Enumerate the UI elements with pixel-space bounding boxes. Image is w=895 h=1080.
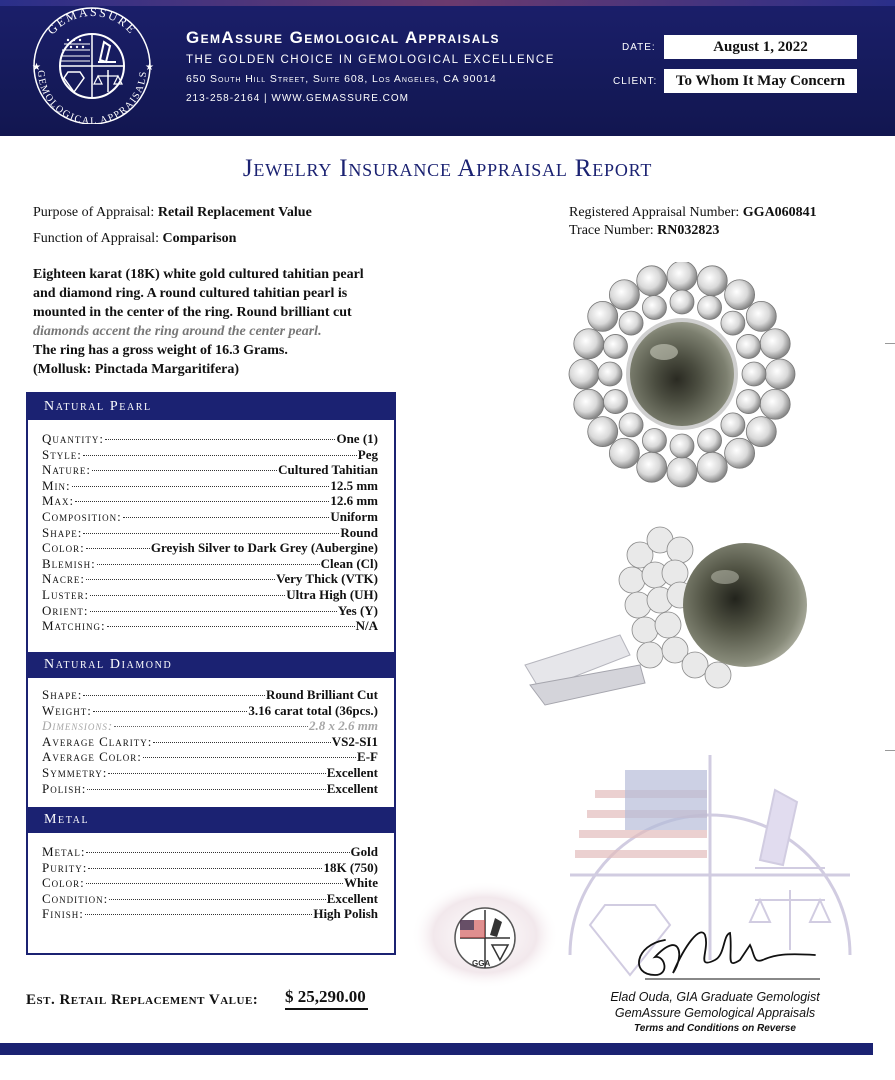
pearl-spec-row <box>42 509 378 525</box>
metal-rows <box>42 844 378 922</box>
description-line: The ring has a gross weight of 16.3 Grams. <box>33 343 288 358</box>
spec-value: Round Brilliant Cut <box>266 687 378 702</box>
spec-label: Nature: <box>42 462 91 478</box>
diamond-stone <box>725 438 755 468</box>
purpose-field <box>33 205 312 221</box>
metal-spec-row <box>42 875 378 891</box>
seal-star-left-icon: ★ <box>32 62 41 73</box>
metal-section-heading: Metal <box>28 807 394 833</box>
spec-value: High Polish <box>313 906 378 922</box>
spec-value: Cultured Tahitian <box>278 462 378 478</box>
diamond-stone <box>705 662 731 688</box>
diamond-stone <box>697 452 727 482</box>
diamond-stone <box>742 362 766 386</box>
spec-label: Polish: <box>42 780 87 796</box>
diamond-spec-row <box>42 749 378 765</box>
company-tagline: THE GOLDEN CHOICE IN GEMOLOGICAL EXCELLENCE <box>186 54 555 66</box>
dot-leader <box>105 439 335 440</box>
pearl-spec-row <box>42 587 378 603</box>
pearl-spec-row <box>42 493 378 509</box>
appraiser-signature-image <box>625 915 825 985</box>
pearl-spec-row <box>42 447 378 463</box>
spec-label: Condition: <box>42 890 109 906</box>
spec-label: Quantity: <box>42 431 104 446</box>
spec-value: 12.6 mm <box>330 493 378 509</box>
spec-value: Greyish Silver to Dark Grey (Aubergine) <box>150 540 378 556</box>
appraiser-name: Elad Ouda, GIA Graduate Gemologist <box>610 990 820 1004</box>
diamond-stone <box>760 389 790 419</box>
pearl-spec-row <box>42 603 378 619</box>
diamond-rows <box>42 687 378 796</box>
diamond-stone <box>698 295 722 319</box>
diamond-stone <box>609 438 639 468</box>
spec-label: Max: <box>42 493 75 509</box>
metal-spec-row <box>42 891 378 907</box>
diamond-stone <box>619 413 643 437</box>
spec-value: Yes (Y) <box>337 602 378 618</box>
metal-spec-row <box>42 860 378 876</box>
diamond-stone <box>698 429 722 453</box>
spec-label: Blemish: <box>42 555 96 571</box>
dot-leader <box>86 579 275 580</box>
item-description <box>33 265 413 379</box>
gemassure-seal-logo <box>20 4 165 124</box>
diamond-stone <box>574 329 604 359</box>
trace-number-field <box>569 223 719 239</box>
pearl-spec-row <box>42 540 378 556</box>
diamond-spec-row <box>42 718 378 734</box>
diamond-stone <box>760 329 790 359</box>
pearl-spec-row <box>42 556 378 572</box>
company-contact: 213-258-2164 | WWW.GEMASSURE.COM <box>186 93 409 104</box>
diamond-spec-row <box>42 734 378 750</box>
diamond-stone <box>667 457 697 487</box>
pearl-spec-row <box>42 571 378 587</box>
pearl-section-heading: Natural Pearl <box>28 394 394 420</box>
spec-label: Nacre: <box>42 571 86 587</box>
diamond-stone <box>737 390 761 414</box>
dot-leader <box>109 899 325 900</box>
spec-value: 3.16 carat total (36pcs.) <box>248 702 378 718</box>
diamond-stone <box>588 417 618 447</box>
diamond-stone <box>642 295 666 319</box>
terms-note: Terms and Conditions on Reverse <box>634 1023 796 1034</box>
diamond-stone <box>598 362 622 386</box>
company-name: GemAssure Gemological Appraisals <box>186 28 500 47</box>
client-label: CLIENT: <box>613 76 658 87</box>
diamond-stone <box>670 434 694 458</box>
spec-value: 18K (750) <box>323 859 378 875</box>
diamond-stone <box>632 617 658 643</box>
dot-leader <box>108 773 325 774</box>
diamond-stone <box>746 417 776 447</box>
header-banner <box>0 0 895 136</box>
edge-mark <box>885 750 895 751</box>
client-value: To Whom It May Concern <box>664 69 857 93</box>
spec-label: Average Clarity: <box>42 733 153 749</box>
ring-top-view-image <box>560 262 805 490</box>
diamond-stone <box>625 592 651 618</box>
spec-value: White <box>344 875 378 891</box>
replacement-value-label: Est. Retail Replacement Value: <box>26 992 259 1008</box>
registered-number-field <box>569 205 817 221</box>
diamond-section-heading: Natural Diamond <box>28 652 394 678</box>
pearl-spec-row <box>42 618 378 634</box>
diamond-stone <box>682 652 708 678</box>
dot-leader <box>83 695 265 696</box>
diamond-stone <box>569 359 599 389</box>
pearl-spec-row <box>42 478 378 494</box>
specifications-panel <box>26 392 396 955</box>
spec-value: Excellent <box>326 780 378 796</box>
seal-text-bottom: GEMOLOGICAL APPRAISALS <box>34 69 150 124</box>
diamond-stone <box>588 301 618 331</box>
spec-label: Composition: <box>42 508 122 524</box>
diamond-stone <box>637 266 667 296</box>
diamond-stone <box>721 311 745 335</box>
spec-value: Uniform <box>330 508 378 524</box>
spec-value: 2.8 x 2.6 mm <box>309 718 378 734</box>
diamond-stone <box>765 359 795 389</box>
dot-leader <box>72 486 330 487</box>
dot-leader <box>90 611 337 612</box>
svg-text:GEMASSURE <box>44 5 139 37</box>
spec-label: Matching: <box>42 618 106 634</box>
function-label: Function of Appraisal: <box>33 231 159 246</box>
spec-label: Dimensions: <box>42 718 114 734</box>
metal-spec-row <box>42 844 378 860</box>
spec-value: Round <box>340 524 378 540</box>
spec-value: N/A <box>355 618 378 634</box>
diamond-spec-row <box>42 765 378 781</box>
spec-label: Metal: <box>42 844 86 859</box>
seal-star-right-icon: ★ <box>145 62 154 73</box>
diamond-stone <box>667 262 697 291</box>
purpose-value: Retail Replacement Value <box>157 205 312 220</box>
spec-label: Symmetry: <box>42 764 108 780</box>
dot-leader <box>143 757 356 758</box>
trace-label: Trace Number: <box>569 223 654 238</box>
pearl-rows <box>42 431 378 634</box>
spec-label: Luster: <box>42 586 90 602</box>
spec-label: Shape: <box>42 687 83 702</box>
date-value: August 1, 2022 <box>664 35 857 59</box>
dot-leader <box>86 548 150 549</box>
spec-value: Excellent <box>326 764 378 780</box>
diamond-stone <box>655 612 681 638</box>
spec-label: Purity: <box>42 859 88 875</box>
spec-value: 12.5 mm <box>330 477 378 493</box>
dot-leader <box>83 533 339 534</box>
dot-leader <box>85 914 312 915</box>
appraiser-company: GemAssure Gemological Appraisals <box>614 1006 816 1020</box>
spec-label: Style: <box>42 446 82 462</box>
diamond-stone <box>662 560 688 586</box>
dot-leader <box>86 852 349 853</box>
dot-leader <box>114 726 308 727</box>
spec-value: Peg <box>357 446 378 462</box>
dot-leader <box>92 470 277 471</box>
footer-bar <box>0 1043 873 1055</box>
dot-leader <box>93 711 248 712</box>
spec-value: Very Thick (VTK) <box>276 571 378 587</box>
spec-label: Min: <box>42 477 71 493</box>
spec-label: Weight: <box>42 702 92 718</box>
diamond-stone <box>603 334 627 358</box>
diamond-stone <box>737 334 761 358</box>
diamond-stone <box>721 413 745 437</box>
report-title: Jewelry Insurance Appraisal Report <box>242 155 653 182</box>
spec-label: Color: <box>42 540 85 556</box>
dot-leader <box>83 455 357 456</box>
diamond-stone <box>603 390 627 414</box>
seal-text-top: GEMASSURE <box>44 4 140 38</box>
date-label: DATE: <box>622 42 656 53</box>
spec-label: Average Color: <box>42 749 142 765</box>
description-line: (Mollusk: Pinctada Margaritifera) <box>33 362 240 377</box>
diamond-stone <box>619 567 645 593</box>
description-line: and diamond ring. A round cultured tahitian pearl is <box>33 286 348 301</box>
diamond-stone <box>637 642 663 668</box>
hologram-text: GGA <box>472 959 491 968</box>
spec-value: Ultra High (UH) <box>286 586 378 602</box>
spec-label: Shape: <box>42 524 83 540</box>
diamond-stone <box>609 280 639 310</box>
diamond-spec-row <box>42 687 378 703</box>
registered-value: GGA060841 <box>742 205 817 220</box>
dot-leader <box>86 883 343 884</box>
spec-value: E-F <box>357 749 378 765</box>
trace-value: RN032823 <box>657 223 720 238</box>
description-line: diamonds accent the ring around the center pearl. <box>33 324 322 339</box>
diamond-stone <box>667 537 693 563</box>
diamond-stone <box>697 266 727 296</box>
spec-value: Clean (Cl) <box>320 555 378 571</box>
spec-value: Excellent <box>326 890 378 906</box>
company-address: 650 South Hill Street, Suite 608, Los Angeles, CA 90014 <box>186 73 497 85</box>
diamond-spec-row <box>42 781 378 797</box>
diamond-spec-row <box>42 703 378 719</box>
ring-side-view-image <box>520 515 820 730</box>
description-line: Eighteen karat (18K) white gold cultured tahitian pearl <box>33 267 364 282</box>
dot-leader <box>88 868 322 869</box>
pearl-spec-row <box>42 525 378 541</box>
company-block <box>186 28 555 104</box>
pearl-spec-row <box>42 431 378 447</box>
replacement-value-amount: $ 25,290.00 <box>285 987 368 1010</box>
pearl-spec-row <box>42 462 378 478</box>
hologram-seal <box>410 880 560 990</box>
dot-leader <box>97 564 320 565</box>
spec-label: Orient: <box>42 602 89 618</box>
diamond-stone <box>642 429 666 453</box>
diamond-stone <box>725 280 755 310</box>
diamond-stone <box>746 301 776 331</box>
diamond-stone <box>670 290 694 314</box>
registered-label: Registered Appraisal Number: <box>569 205 740 220</box>
function-value: Comparison <box>162 231 237 246</box>
dot-leader <box>107 626 355 627</box>
purpose-label: Purpose of Appraisal: <box>33 205 155 220</box>
diamond-stone <box>574 389 604 419</box>
dot-leader <box>75 501 329 502</box>
spec-label: Finish: <box>42 906 84 922</box>
diamond-stone <box>637 452 667 482</box>
edge-mark <box>885 343 895 344</box>
dot-leader <box>123 517 330 518</box>
spec-value: One (1) <box>336 431 378 446</box>
dot-leader <box>87 789 325 790</box>
spec-value: VS2-SI1 <box>331 733 378 749</box>
metal-spec-row <box>42 906 378 922</box>
diamond-stone <box>619 311 643 335</box>
spec-label: Color: <box>42 875 85 891</box>
description-line: mounted in the center of the ring. Round brilliant cut <box>33 305 352 320</box>
spec-value: Gold <box>350 844 378 859</box>
dot-leader <box>153 742 330 743</box>
function-field <box>33 231 236 247</box>
dot-leader <box>90 595 285 596</box>
